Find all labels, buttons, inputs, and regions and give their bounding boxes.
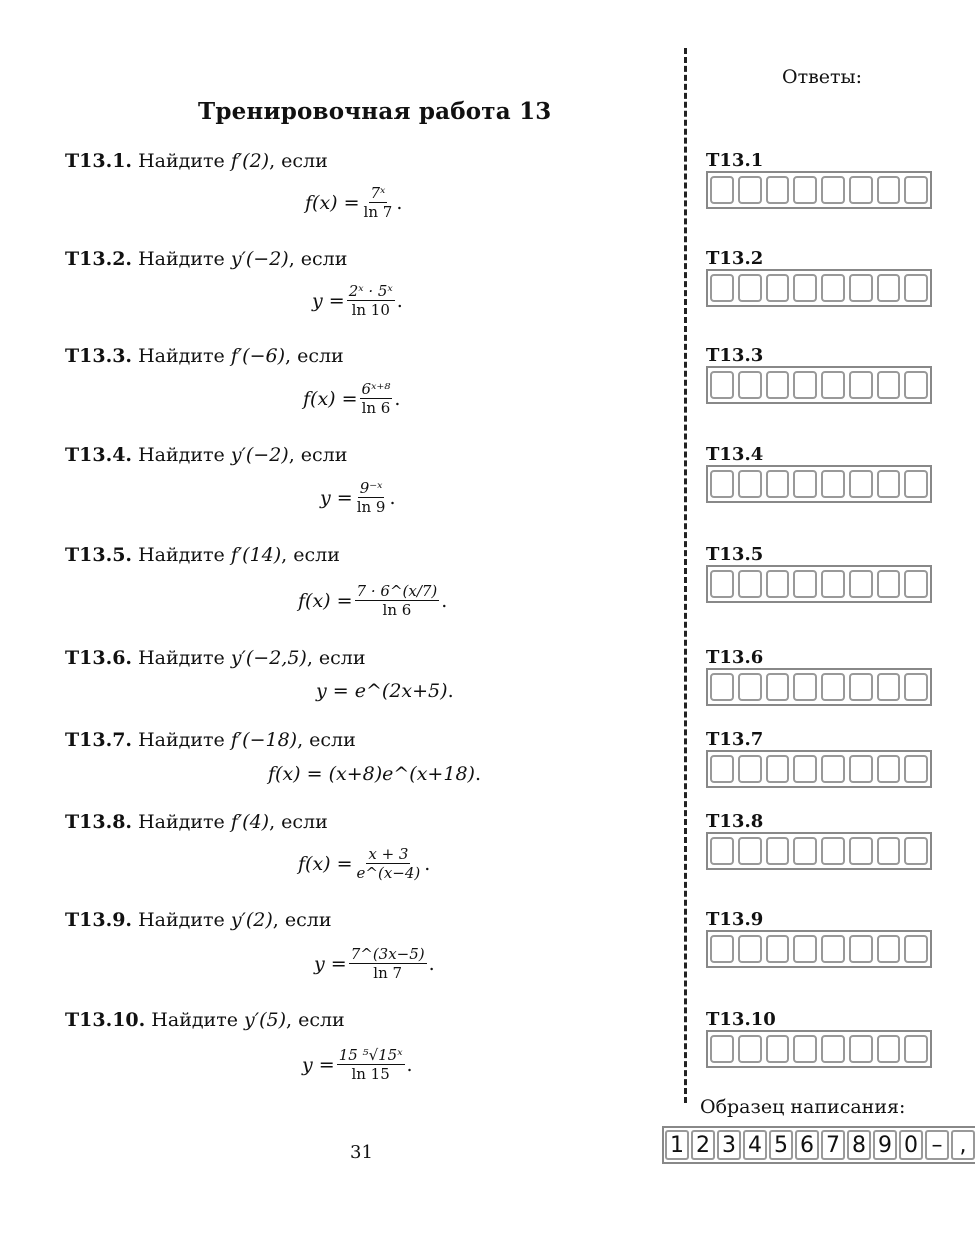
- problem-id: T13.3.: [65, 345, 133, 367]
- answer-label: T13.3: [706, 345, 764, 366]
- answer-label: T13.10: [706, 1009, 776, 1030]
- fraction-numerator: 2ˣ · 5ˣ: [348, 282, 393, 300]
- fraction: [355, 582, 440, 619]
- problem-3: [65, 345, 344, 367]
- problem-id: T13.1.: [65, 150, 133, 172]
- fraction-denominator: ln 10: [351, 301, 390, 319]
- problem-suffix: , если: [286, 1009, 345, 1031]
- problem-suffix: , если: [288, 444, 348, 466]
- formula-4: y = $\frac{\text{9⁻ˣ}}{\ln 9}$ .: [320, 479, 396, 516]
- formula-lhs: f(x) =: [298, 852, 353, 875]
- fraction-numerator: x + 3: [368, 845, 409, 863]
- sample-char: 1: [665, 1130, 689, 1160]
- problem-text: Найдите: [138, 248, 225, 270]
- sample-char: 7: [821, 1130, 845, 1160]
- problem-id: T13.4.: [65, 444, 133, 466]
- answer-label: T13.5: [706, 544, 764, 565]
- problem-8: [65, 811, 328, 833]
- problem-func: y′(2): [230, 909, 273, 931]
- problem-suffix: , если: [297, 729, 356, 751]
- fraction: [347, 282, 395, 319]
- fraction: [362, 184, 395, 221]
- formula-lhs: f(x) =: [303, 387, 358, 410]
- fraction-denominator: ln 9: [356, 498, 386, 516]
- fraction-numerator: 7ˣ: [370, 184, 386, 202]
- problem-2: [65, 248, 347, 270]
- answer-box-10[interactable]: [706, 1030, 932, 1068]
- problem-5: [65, 544, 340, 566]
- problem-4: [65, 444, 347, 466]
- problem-func: f′(−6): [230, 345, 285, 367]
- formula-expr: e^(2x+5): [354, 680, 448, 702]
- answer-box-4[interactable]: [706, 465, 932, 503]
- sample-char: 9: [873, 1130, 897, 1160]
- formula-10: y = $\frac{\text{15 ⁵√15ˣ}}{\ln 15}$ .: [302, 1046, 413, 1083]
- fraction-denominator: e^(x−4): [356, 864, 421, 882]
- fraction-numerator: 7 · 6^(x/7): [356, 582, 438, 600]
- problem-func: f′(14): [230, 544, 282, 566]
- problem-suffix: , если: [269, 150, 328, 172]
- problem-1: [65, 150, 328, 172]
- sample-char: 2: [691, 1130, 715, 1160]
- sample-char: 0: [899, 1130, 923, 1160]
- problem-func: y′(−2): [230, 248, 289, 270]
- problem-id: T13.6.: [65, 647, 133, 669]
- fraction-numerator: 9⁻ˣ: [359, 479, 383, 497]
- problem-id: T13.7.: [65, 729, 133, 751]
- fraction-denominator: ln 7: [373, 964, 403, 982]
- fraction-numerator: 6ˣ⁺⁸: [361, 380, 391, 398]
- answer-label: T13.2: [706, 248, 764, 269]
- answer-box-5[interactable]: [706, 565, 932, 603]
- formula-7: f(x) = (x+8)e^(x+18) .: [268, 763, 481, 785]
- formula-lhs: f(x) =: [298, 589, 353, 612]
- fraction-numerator: 7^(3x−5): [350, 945, 425, 963]
- problem-text: Найдите: [151, 1009, 238, 1031]
- answer-label: T13.6: [706, 647, 764, 668]
- problem-id: T13.9.: [65, 909, 133, 931]
- fraction: [349, 945, 427, 982]
- sample-header: Образец написания:: [700, 1096, 906, 1118]
- formula-lhs: y =: [320, 486, 353, 509]
- problem-text: Найдите: [138, 909, 225, 931]
- problem-suffix: , если: [306, 647, 366, 669]
- sample-char: 8: [847, 1130, 871, 1160]
- fraction-denominator: ln 15: [351, 1065, 390, 1083]
- problem-text: Найдите: [138, 729, 225, 751]
- page-number: 31: [350, 1142, 373, 1163]
- problem-9: [65, 909, 331, 931]
- problem-text: Найдите: [138, 647, 225, 669]
- sample-writing: [662, 1126, 975, 1164]
- fraction-numerator: 15 ⁵√15ˣ: [338, 1046, 403, 1064]
- problem-text: Найдите: [138, 444, 225, 466]
- problem-func: f′(2): [230, 150, 270, 172]
- problem-suffix: , если: [281, 544, 340, 566]
- problem-func: y′(5): [244, 1009, 286, 1031]
- answer-box-2[interactable]: [706, 269, 932, 307]
- problem-text: Найдите: [138, 544, 225, 566]
- cut-line-divider: [684, 48, 687, 1103]
- sample-char: ,: [951, 1130, 975, 1160]
- answer-box-3[interactable]: [706, 366, 932, 404]
- answer-box-6[interactable]: [706, 668, 932, 706]
- problem-6: [65, 647, 366, 669]
- answer-box-8[interactable]: [706, 832, 932, 870]
- sample-char: 6: [795, 1130, 819, 1160]
- formula-1: f(x) = $\frac{\text{7ˣ}}{\ln 7}$ .: [305, 184, 403, 221]
- formula-lhs: y =: [302, 1053, 335, 1076]
- formula-lhs: y =: [314, 952, 347, 975]
- answer-label: T13.4: [706, 444, 764, 465]
- problem-10: [65, 1009, 345, 1031]
- formula-5: f(x) = $\frac{7 \cdot 6\^{}(x/7)}{\ln 6}$ .: [298, 582, 448, 619]
- problem-func: y′(−2): [230, 444, 289, 466]
- fraction: [355, 479, 388, 516]
- problem-id: T13.5.: [65, 544, 133, 566]
- problem-suffix: , если: [288, 248, 348, 270]
- page-title: Тренировочная работа 13: [198, 98, 552, 125]
- answer-box-1[interactable]: [706, 171, 932, 209]
- answer-label: T13.7: [706, 729, 764, 750]
- answer-label: T13.1: [706, 150, 764, 171]
- problem-suffix: , если: [272, 909, 332, 931]
- formula-lhs: f(x) =: [268, 763, 323, 785]
- formula-3: f(x) = $\frac{\text{6ˣ⁺⁸}}{\ln 6}$ .: [303, 380, 401, 417]
- sample-char: 5: [769, 1130, 793, 1160]
- problem-7: [65, 729, 356, 751]
- formula-8: f(x) = $\frac{x + 3}{e\^{}(x-4)}$ .: [298, 845, 431, 882]
- problem-func: f′(4): [230, 811, 270, 833]
- formula-expr: (x+8)e^(x+18): [328, 763, 475, 785]
- fraction: [337, 1046, 405, 1083]
- problem-suffix: , если: [269, 811, 328, 833]
- answers-header: Ответы:: [782, 66, 863, 88]
- sample-char: 3: [717, 1130, 741, 1160]
- answer-label: T13.9: [706, 909, 764, 930]
- formula-lhs: f(x) =: [305, 191, 360, 214]
- problem-func: f′(−18): [230, 729, 298, 751]
- problem-text: Найдите: [138, 345, 225, 367]
- answer-box-7[interactable]: [706, 750, 932, 788]
- answer-box-9[interactable]: [706, 930, 932, 968]
- formula-9: y = $\frac{7\^{}(3x-5)}{\ln 7}$ .: [314, 945, 435, 982]
- fraction: [355, 845, 423, 882]
- formula-6: y = e^(2x+5) .: [316, 680, 454, 702]
- problem-id: T13.2.: [65, 248, 133, 270]
- problem-suffix: , если: [285, 345, 344, 367]
- fraction-denominator: ln 7: [363, 203, 393, 221]
- answer-label: T13.8: [706, 811, 764, 832]
- fraction-denominator: ln 6: [361, 399, 391, 417]
- sample-char: –: [925, 1130, 949, 1160]
- problem-text: Найдите: [138, 150, 225, 172]
- sample-char: 4: [743, 1130, 767, 1160]
- formula-lhs: y =: [316, 680, 349, 702]
- problem-id: T13.8.: [65, 811, 133, 833]
- problem-func: y′(−2,5): [230, 647, 307, 669]
- fraction: [360, 380, 393, 417]
- formula-2: y = $\frac{\text{2ˣ · 5ˣ}}{\ln 10}$ .: [312, 282, 403, 319]
- problem-text: Найдите: [138, 811, 225, 833]
- formula-lhs: y =: [312, 289, 345, 312]
- fraction-denominator: ln 6: [382, 601, 412, 619]
- problem-id: T13.10.: [65, 1009, 146, 1031]
